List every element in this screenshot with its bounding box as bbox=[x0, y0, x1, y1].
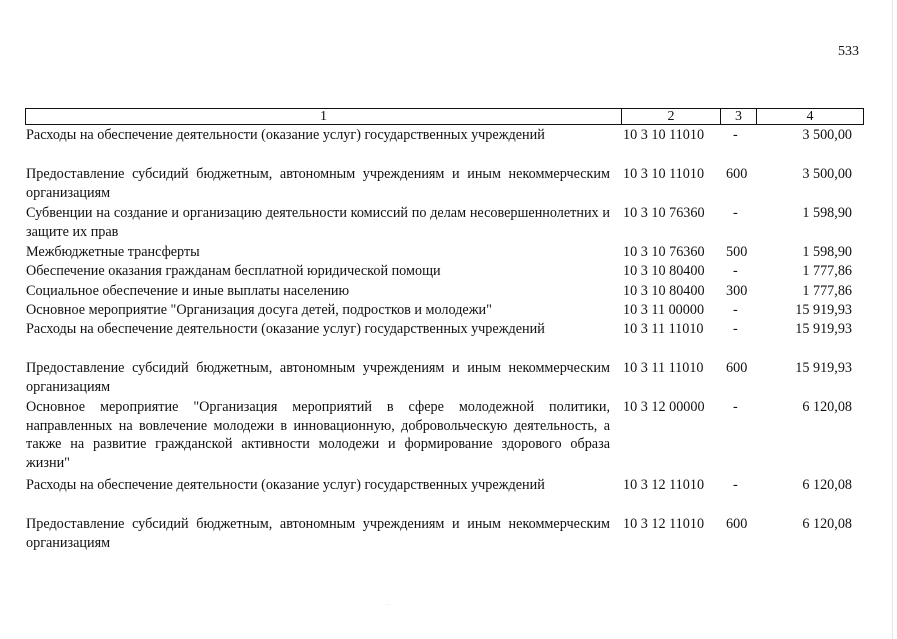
row-description: Обеспечение оказания гражданам бесплатной юридической помощи bbox=[26, 263, 441, 279]
row-group: - bbox=[733, 302, 738, 318]
row-group: - bbox=[733, 263, 738, 279]
row-group: - bbox=[733, 399, 738, 415]
row-code: 10 3 11 00000 bbox=[623, 302, 705, 318]
row-description: Расходы на обеспечение деятельности (оказание услуг) государственных учреждений bbox=[26, 477, 545, 493]
row-amount: 15 919,93 bbox=[795, 302, 852, 318]
header-col-3: 3 bbox=[721, 109, 757, 124]
row-code: 10 3 10 11010 bbox=[623, 127, 705, 143]
row-group: 500 bbox=[726, 244, 748, 260]
header-col-4: 4 bbox=[806, 109, 814, 124]
row-group: 600 bbox=[726, 516, 748, 532]
row-code: 10 3 11 11010 bbox=[623, 360, 704, 376]
row-code: 10 3 11 11010 bbox=[623, 321, 704, 337]
row-amount: 15 919,93 bbox=[795, 321, 852, 337]
row-group: - bbox=[733, 205, 738, 221]
row-description: Субвенции на создание и организацию деятельности комиссий по делам несовершеннолетних и защите их прав bbox=[26, 205, 610, 240]
page-number: 533 bbox=[838, 44, 859, 59]
row-amount: 1 598,90 bbox=[802, 205, 852, 221]
row-description: Основное мероприятие "Организация досуга детей, подростков и молодежи" bbox=[26, 302, 492, 318]
row-amount: 6 120,08 bbox=[802, 516, 852, 532]
row-code: 10 3 12 11010 bbox=[623, 516, 705, 532]
row-amount: 1 598,90 bbox=[802, 244, 852, 260]
row-code: 10 3 12 11010 bbox=[623, 477, 705, 493]
row-amount: 15 919,93 bbox=[795, 360, 852, 376]
row-code: 10 3 10 80400 bbox=[623, 283, 705, 299]
row-code: 10 3 12 00000 bbox=[623, 399, 705, 415]
row-group: - bbox=[733, 321, 738, 337]
row-description: Расходы на обеспечение деятельности (оказание услуг) государственных учреждений bbox=[26, 321, 545, 337]
row-amount: 6 120,08 bbox=[802, 477, 852, 493]
row-group: - bbox=[733, 477, 738, 493]
row-description: Социальное обеспечение и иные выплаты населению bbox=[26, 283, 350, 299]
row-description: Предоставление субсидий бюджетным, автономным учреждениям и иным некоммерческим организациям bbox=[26, 360, 610, 395]
row-amount: 3 500,00 bbox=[802, 166, 852, 182]
row-group: 300 bbox=[726, 283, 748, 299]
row-amount: 1 777,86 bbox=[802, 263, 852, 279]
row-description: Предоставление субсидий бюджетным, автономным учреждениям и иным некоммерческим организациям bbox=[26, 166, 610, 201]
row-group: 600 bbox=[726, 166, 748, 182]
row-amount: 6 120,08 bbox=[802, 399, 852, 415]
table-header bbox=[25, 108, 864, 125]
row-code: 10 3 10 76360 bbox=[623, 244, 705, 260]
header-col-1: 1 bbox=[26, 109, 622, 124]
row-group: 600 bbox=[726, 360, 748, 376]
scan-edge-line bbox=[892, 0, 893, 639]
row-code: 10 3 10 80400 bbox=[623, 263, 705, 279]
row-description: Расходы на обеспечение деятельности (оказание услуг) государственных учреждений bbox=[26, 127, 545, 143]
row-description: Основное мероприятие "Организация мероприятий в сфере молодежной политики, направленных на вовлечение молодежи в инновационную, добровольческую деятельность, а также на развитие гражданской активности молодежи и формирование здорового образа жизни" bbox=[26, 399, 610, 471]
header-col-2: 2 bbox=[622, 109, 721, 124]
row-description: Предоставление субсидий бюджетным, автономным учреждениям и иным некоммерческим организациям bbox=[26, 516, 610, 551]
row-amount: 3 500,00 bbox=[802, 127, 852, 143]
row-amount: 1 777,86 bbox=[802, 283, 852, 299]
row-group: - bbox=[733, 127, 738, 143]
row-code: 10 3 10 76360 bbox=[623, 205, 705, 221]
row-description: Межбюджетные трансферты bbox=[26, 244, 200, 260]
scan-speck: ˙ ˙˙ bbox=[383, 604, 391, 610]
row-code: 10 3 10 11010 bbox=[623, 166, 705, 182]
